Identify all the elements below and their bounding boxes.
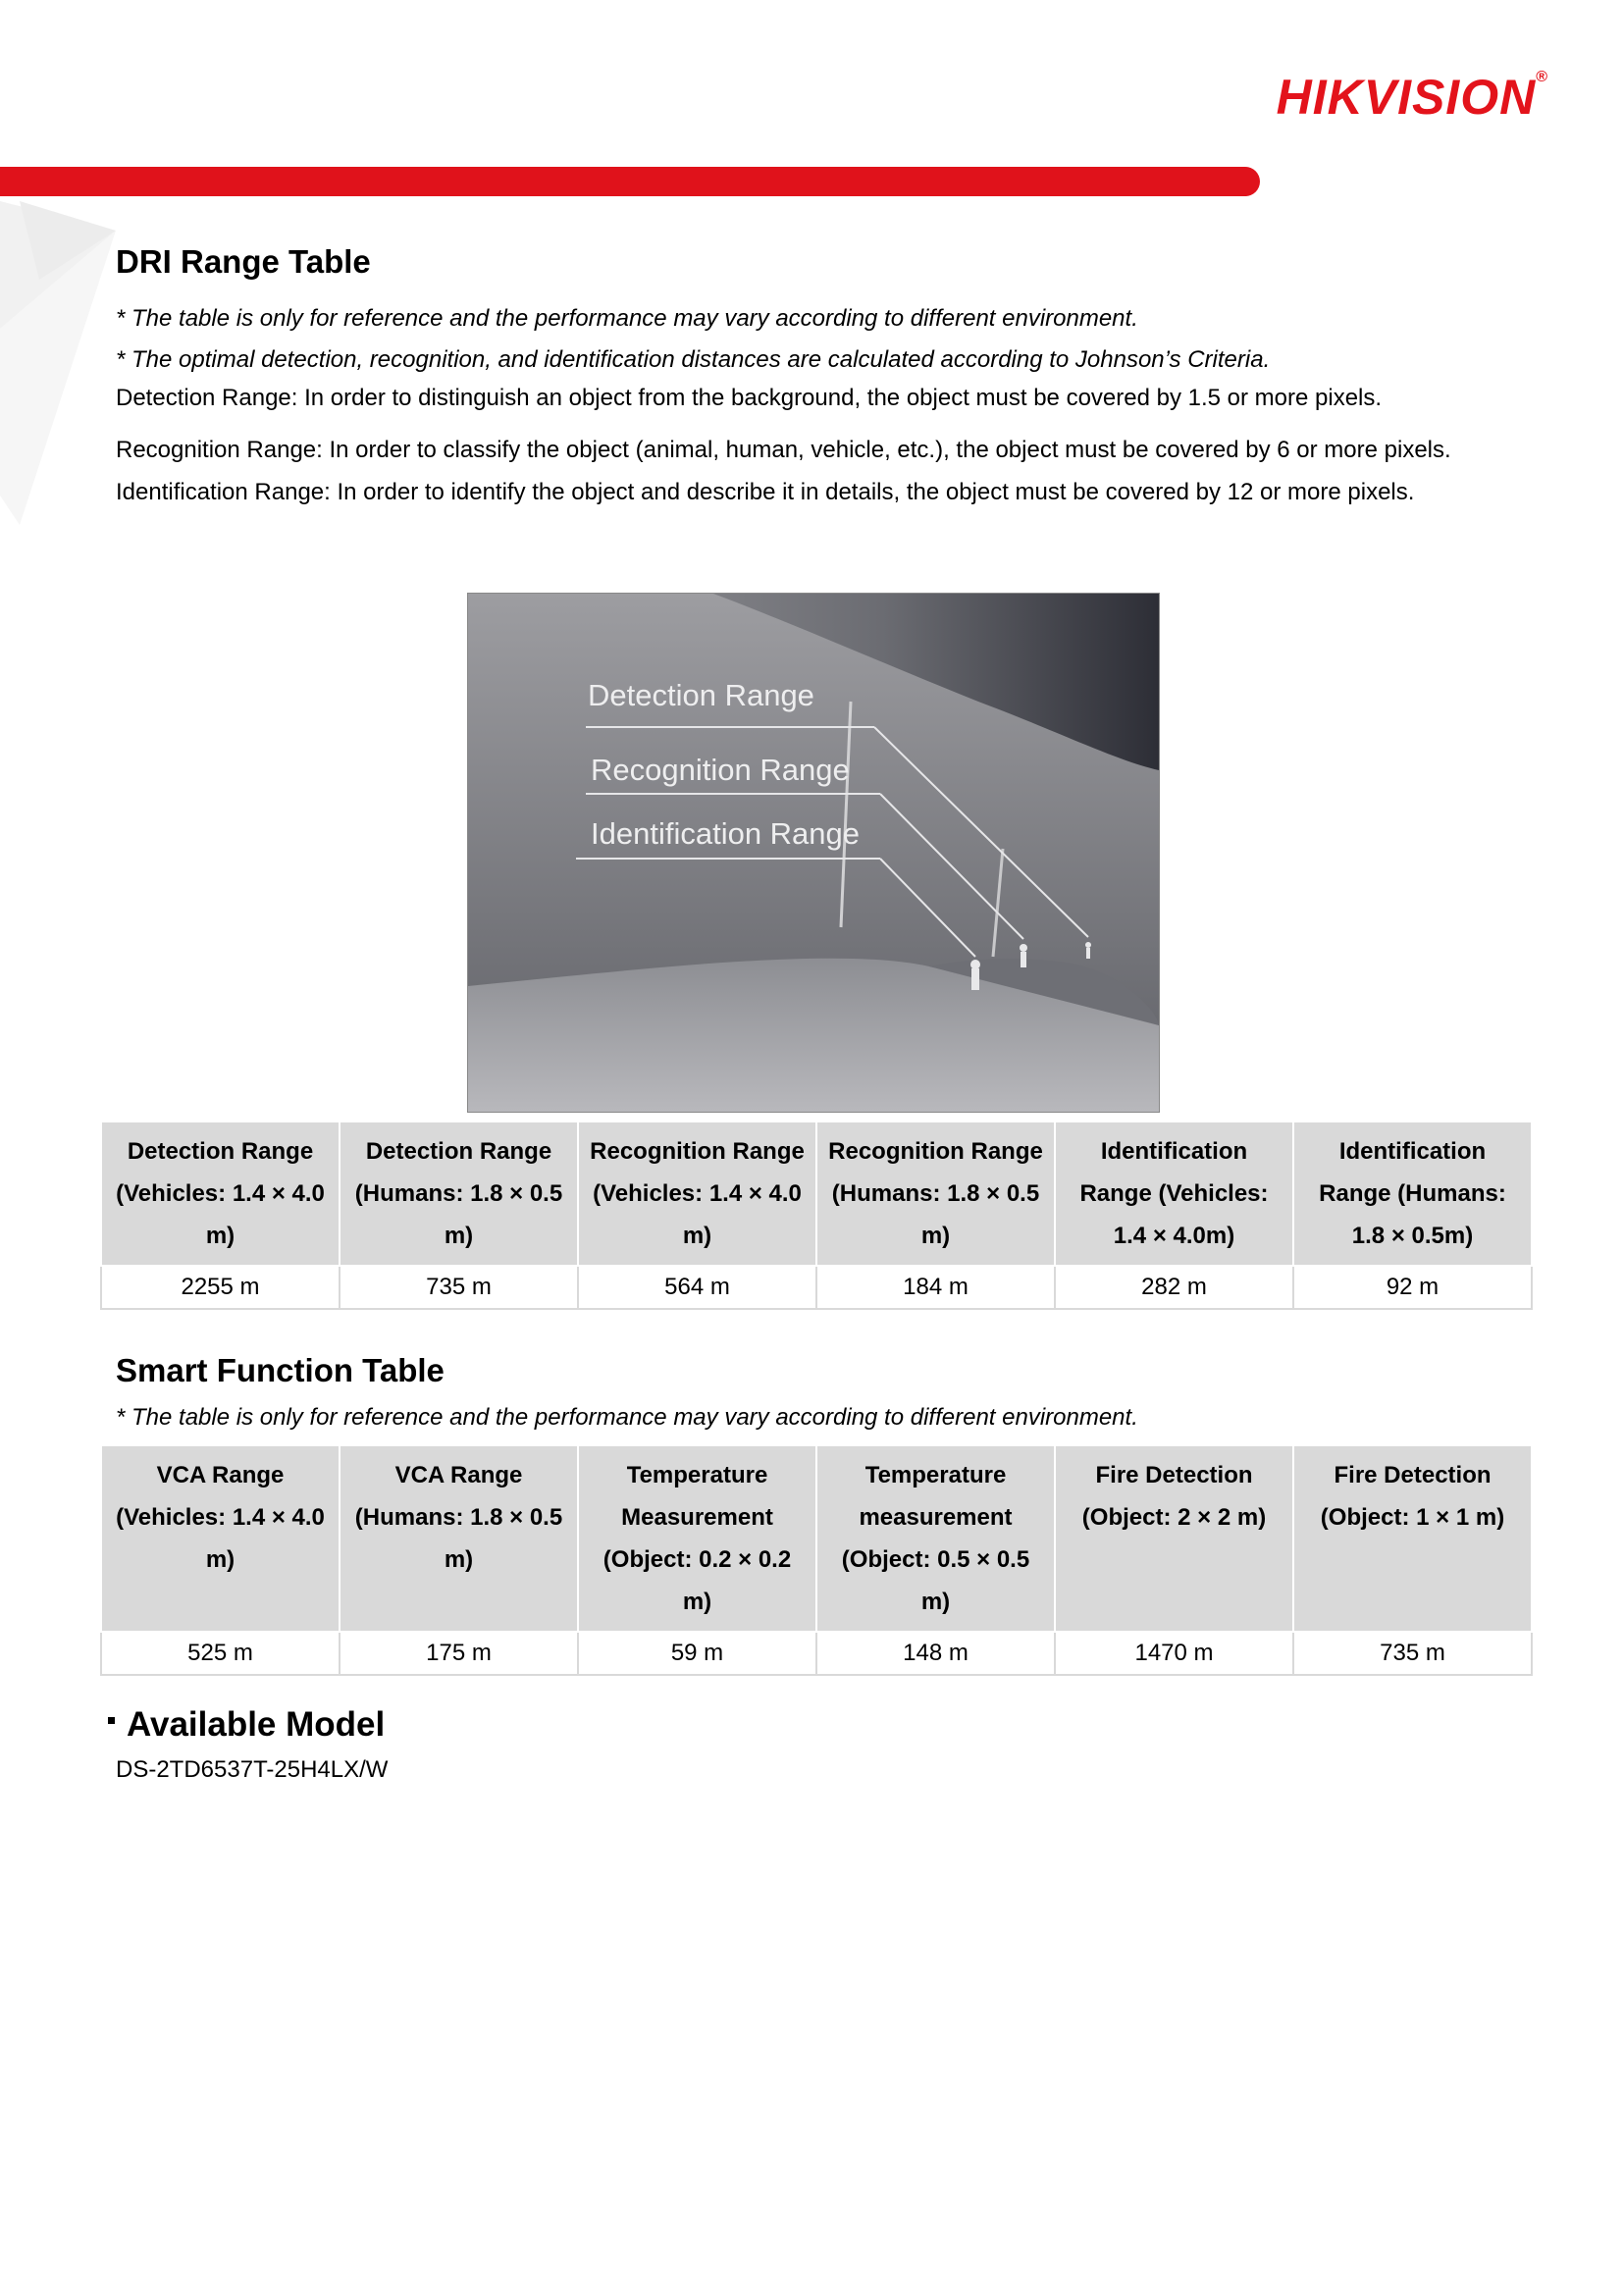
table-cell: 1470 m — [1055, 1632, 1293, 1675]
image-label-identification: Identification Range — [591, 816, 861, 851]
smart-function-title: Smart Function Table — [116, 1352, 445, 1388]
table-header-cell: Identification Range (Vehicles: 1.4 × 4.0m) — [1055, 1122, 1293, 1266]
table-header-row — [101, 1122, 1532, 1266]
thermal-dri-illustration — [467, 593, 1160, 1113]
table-cell: 564 m — [578, 1266, 816, 1309]
table-header-cell: Detection Range (Vehicles: 1.4 × 4.0 m) — [101, 1122, 340, 1266]
smart-note-reference: * The table is only for reference and the performance may vary according to different environment. — [116, 1404, 1138, 1431]
table-cell: 282 m — [1055, 1266, 1293, 1309]
table-header-cell: VCA Range (Humans: 1.8 × 0.5 m) — [340, 1445, 578, 1632]
identification-definition: Identification Range: In order to identify the object and describe it in details, the object must be covered by 12 or more pixels. — [116, 479, 1415, 505]
table-header-cell: VCA Range (Vehicles: 1.4 × 4.0 m) — [101, 1445, 340, 1632]
table-header-cell: Recognition Range (Vehicles: 1.4 × 4.0 m) — [578, 1122, 816, 1266]
header-red-bar — [0, 167, 1260, 196]
table-cell: 735 m — [1293, 1632, 1532, 1675]
dri-title: DRI Range Table — [116, 243, 371, 280]
hikvision-logo: HIKVISION® — [1276, 69, 1548, 125]
table-header-row — [101, 1445, 1532, 1632]
recognition-definition: Recognition Range: In order to classify the object (animal, human, vehicle, etc.), the object must be covered by 6 or more pixels. — [116, 437, 1451, 463]
image-label-detection: Detection Range — [588, 678, 814, 712]
table-cell: 92 m — [1293, 1266, 1532, 1309]
table-header-cell: Detection Range (Humans: 1.8 × 0.5 m) — [340, 1122, 578, 1266]
table-header-cell: Fire Detection (Object: 1 × 1 m) — [1293, 1445, 1532, 1632]
dri-range-table — [100, 1121, 1533, 1310]
table-cell: 59 m — [578, 1632, 816, 1675]
table-row — [101, 1632, 1532, 1675]
bullet-icon — [108, 1717, 115, 1724]
table-header-cell: Identification Range (Humans: 1.8 × 0.5m) — [1293, 1122, 1532, 1266]
table-cell: 735 m — [340, 1266, 578, 1309]
table-cell: 175 m — [340, 1632, 578, 1675]
model-number: DS-2TD6537T-25H4LX/W — [116, 1756, 389, 1783]
table-header-cell: Temperature measurement (Object: 0.5 × 0.5 m) — [816, 1445, 1055, 1632]
table-cell: 2255 m — [101, 1266, 340, 1309]
available-model-heading: Available Model — [108, 1705, 385, 1745]
table-header-cell: Temperature Measurement (Object: 0.2 × 0.2 m) — [578, 1445, 816, 1632]
detection-definition: Detection Range: In order to distinguish an object from the background, the object must be covered by 1.5 or more pixels. — [116, 385, 1383, 411]
dri-note-reference: * The table is only for reference and the performance may vary according to different environment. — [116, 305, 1138, 332]
table-cell: 184 m — [816, 1266, 1055, 1309]
watermark-decoration — [0, 201, 128, 525]
smart-function-table — [100, 1444, 1533, 1676]
image-label-recognition: Recognition Range — [591, 753, 850, 787]
table-row — [101, 1266, 1532, 1309]
table-header-cell: Fire Detection (Object: 2 × 2 m) — [1055, 1445, 1293, 1632]
table-header-cell: Recognition Range (Humans: 1.8 × 0.5 m) — [816, 1122, 1055, 1266]
table-cell: 525 m — [101, 1632, 340, 1675]
table-cell: 148 m — [816, 1632, 1055, 1675]
dri-note-johnson: * The optimal detection, recognition, and identification distances are calculated according to Johnson’s Criteria. — [116, 346, 1271, 373]
